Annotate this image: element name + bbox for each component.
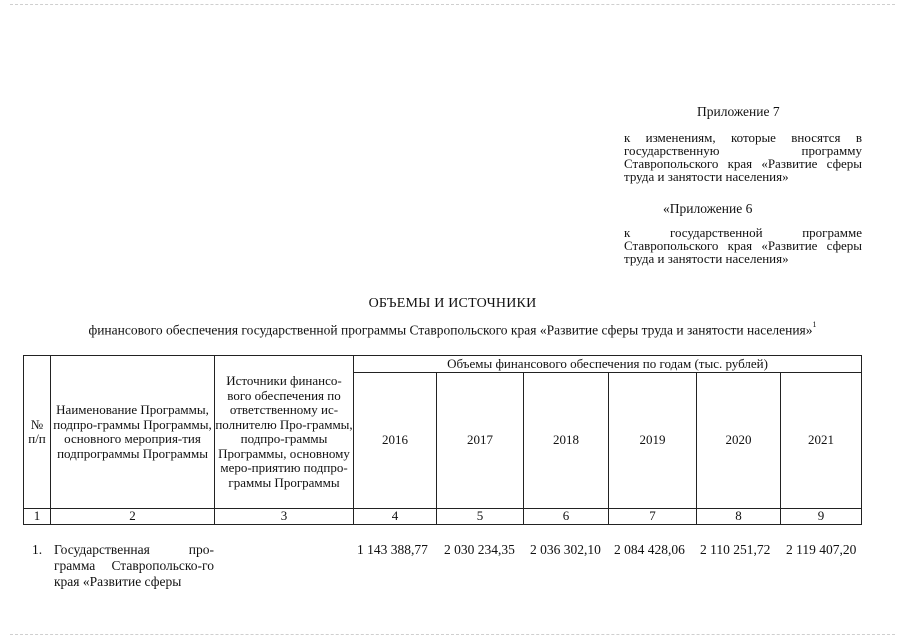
document-subtitle-text: финансового обеспечения государственной программы Ставропольского края «Развитие сферы труда и занятости населения» [88, 322, 813, 338]
header-name: Наименование Программы, подпро-граммы Программы, основного мероприя-тия подпрограммы Программы [51, 356, 215, 509]
top-scan-edge [10, 4, 895, 5]
row-number: 1. [32, 542, 43, 557]
row-value-2017: 2 030 234,35 [444, 542, 515, 557]
header-volumes: Объемы финансового обеспечения по годам (тыс. рублей) [354, 356, 862, 373]
appendix-sub-text: к государственной программе Ставропольского края «Развитие сферы труда и занятости населения» [624, 225, 862, 266]
column-number-row [24, 509, 862, 525]
row-value-2016: 1 143 388,77 [357, 542, 428, 557]
column-number: 3 [215, 509, 354, 525]
footnote-mark: 1 [812, 320, 817, 329]
column-number: 7 [609, 509, 697, 525]
header-year: 2021 [781, 373, 862, 509]
bottom-scan-edge [10, 634, 895, 635]
document-subtitle [0, 322, 905, 339]
column-number: 6 [524, 509, 609, 525]
column-number: 4 [354, 509, 437, 525]
row-value-2020: 2 110 251,72 [700, 542, 771, 557]
header-source: Источники финансо-вого обеспечения по ответственному ис-полнителю Про-граммы, подпро-граммы Программы, основному меро-приятию подпро-граммы Программы [215, 356, 354, 509]
appendix-title: Приложение 7 [697, 104, 780, 119]
table-header-row [24, 356, 862, 373]
appendix-text: к изменениям, которые вносятся в государственную программу Ставропольского края «Развитие сферы труда и занятости населения» [624, 130, 862, 184]
row-value-2019: 2 084 428,06 [614, 542, 685, 557]
row-value-2021: 2 119 407,20 [786, 542, 857, 557]
financing-table [23, 355, 862, 525]
row-value-2018: 2 036 302,10 [530, 542, 601, 557]
header-year: 2019 [609, 373, 697, 509]
header-year: 2017 [437, 373, 524, 509]
header-year: 2020 [697, 373, 781, 509]
header-num: № п/п [24, 356, 51, 509]
column-number: 8 [697, 509, 781, 525]
appendix-sub-title: «Приложение 6 [663, 201, 753, 216]
document-title: ОБЪЕМЫ И ИСТОЧНИКИ [368, 296, 537, 311]
column-number: 2 [51, 509, 215, 525]
header-year: 2018 [524, 373, 609, 509]
row-name: Государственная про-грамма Ставропольско-го края «Развитие сферы [54, 542, 214, 589]
column-number: 9 [781, 509, 862, 525]
header-year: 2016 [354, 373, 437, 509]
column-number: 1 [24, 509, 51, 525]
column-number: 5 [437, 509, 524, 525]
